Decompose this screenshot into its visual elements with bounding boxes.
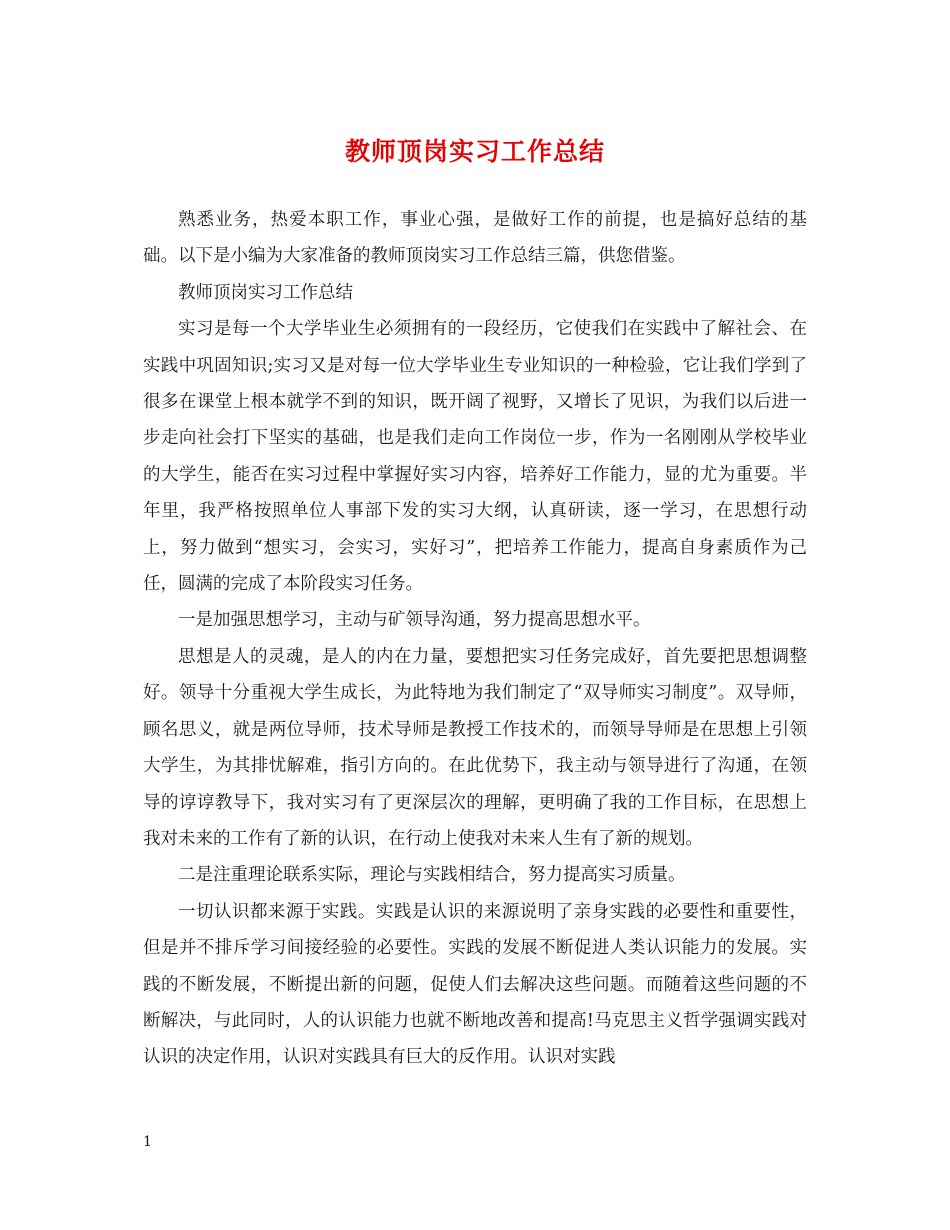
point-heading-two: 二是注重理论联系实际，理论与实践相结合，努力提高实习质量。 xyxy=(178,865,686,886)
point-heading-one: 一是加强思想学习，主动与矿领导沟通，努力提高思想水平。 xyxy=(178,610,651,631)
document-title: 教师顶岗实习工作总结 xyxy=(344,137,605,166)
body-paragraph: 思想是人的灵魂，是人的内在力量，要想把实习任务完成好，首先要把思想调整好。领导十分重视大学生成长，为此特地为我们制定了“双导师实习制度”。双导师，顾名思义，就是两位导师，技术导师是教授工作技术的，而领导导师是在思想上引领大学生，为其排忧解难，指引方向的。在此优势下，我主动与领导进行了沟通，在领导的谆谆教导下，我对实习有了更深层次的理解，更明确了我的工作目标，在思想上我对未来的工作有了新的认识，在行动上使我对未来人生有了新的规划。 xyxy=(143,646,807,849)
body-paragraph: 实习是每一个大学毕业生必须拥有的一段经历，它使我们在实践中了解社会、在实践中巩固知识;实习又是对每一位大学毕业生专业知识的一种检验，它让我们学到了很多在课堂上根本就学不到的知识，既开阔了视野，又增长了见识，为我们以后进一步走向社会打下坚实的基础，也是我们走向工作岗位一步，作为一名刚刚从学校毕业的大学生，能否在实习过程中掌握好实习内容，培养好工作能力，显的尤为重要。半年里，我严格按照单位人事部下发的实习大纲，认真研读，逐一学习，在思想行动上，努力做到“想实习，会实习，实好习”，把培养工作能力，提高自身素质作为己任，圆满的完成了本阶段实习任务。 xyxy=(143,319,807,595)
intro-paragraph: 熟悉业务，热爱本职工作，事业心强，是做好工作的前提，也是搞好总结的基础。以下是小编为大家准备的教师顶岗实习工作总结三篇，供您借鉴。 xyxy=(143,210,807,267)
page-number: 1 xyxy=(143,1134,152,1150)
section-heading: 教师顶岗实习工作总结 xyxy=(178,282,353,303)
body-paragraph: 一切认识都来源于实践。实践是认识的来源说明了亲身实践的必要性和重要性，但是并不排斥学习间接经验的必要性。实践的发展不断促进人类认识能力的发展。实践的不断发展，不断提出新的问题，促使人们去解决这些问题。而随着这些问题的不断解决，与此同时，人的认识能力也就不断地改善和提高!马克思主义哲学强调实践对认识的决定作用，认识对实践具有巨大的反作用。认识对实践 xyxy=(143,901,807,1068)
document-body xyxy=(143,202,807,1076)
